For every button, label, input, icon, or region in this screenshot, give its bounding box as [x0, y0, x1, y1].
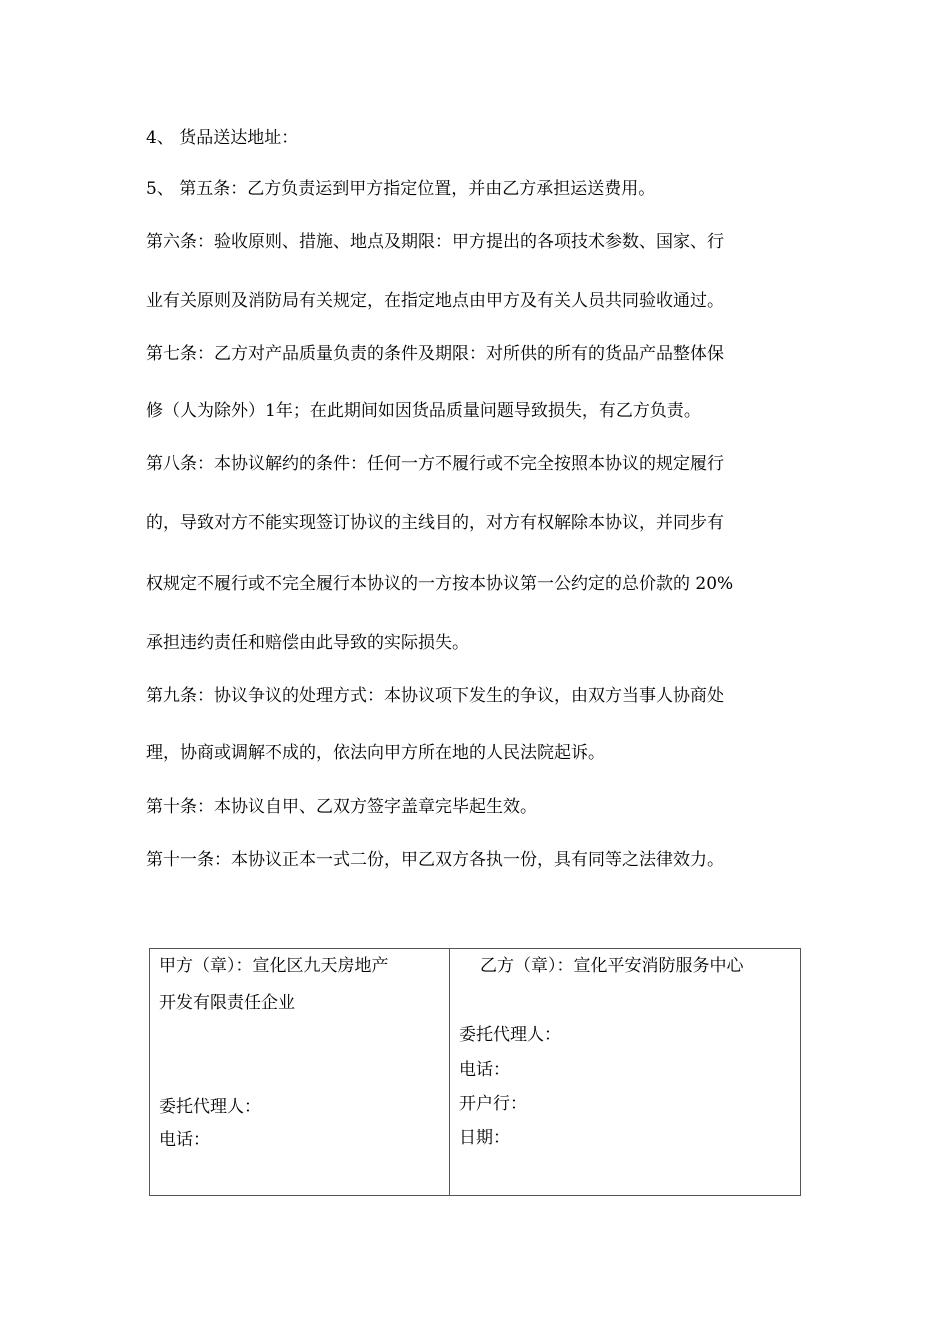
- article-9-line-1: 第九条：协议争议的处理方式：本协议项下发生的争议，由双方当事人协商处: [146, 686, 724, 706]
- article-6-line-1: 第六条：验收原则、措施、地点及期限：甲方提出的各项技术参数、国家、行: [146, 232, 724, 252]
- party-b-phone-label: 电话：: [459, 1060, 510, 1080]
- signature-divider: [449, 949, 450, 1195]
- party-a-name-line-2: 开发有限责任企业: [159, 993, 295, 1013]
- party-b-name: 乙方（章）：宣化平安消防服务中心: [480, 956, 744, 976]
- article-9-line-2: 理，协商或调解不成的，依法向甲方所在地的人民法院起诉。: [146, 743, 605, 763]
- party-a-phone-label: 电话：: [159, 1130, 210, 1150]
- party-a-name-line-1: 甲方（章）：宣化区九天房地产: [159, 956, 389, 976]
- article-10: 第十条：本协议自甲、乙双方签字盖章完毕起生效。: [146, 797, 537, 817]
- article-7-line-2: 修（人为除外）1年；在此期间如因货品质量问题导致损失，有乙方负责。: [146, 401, 701, 421]
- clause-item-5: 5、 第五条：乙方负责运到甲方指定位置，并由乙方承担运送费用。: [146, 179, 656, 199]
- signature-table: [149, 948, 801, 1196]
- clause-item-4: 4、 货品送达地址：: [146, 128, 299, 148]
- party-b-date-label: 日期：: [459, 1128, 510, 1148]
- article-8-line-1: 第八条：本协议解约的条件：任何一方不履行或不完全按照本协议的规定履行: [146, 454, 724, 474]
- article-7-line-1: 第七条：乙方对产品质量负责的条件及期限：对所供的所有的货品产品整体保: [146, 344, 724, 364]
- party-a-agent-label: 委托代理人：: [159, 1097, 261, 1117]
- article-8-line-2: 的，导致对方不能实现签订协议的主线目的，对方有权解除本协议，并同步有: [146, 513, 724, 533]
- article-8-line-4: 承担违约责任和赔偿由此导致的实际损失。: [146, 633, 469, 653]
- article-8-line-3: 权规定不履行或不完全履行本协议的一方按本协议第一公约定的总价款的 20%: [146, 574, 734, 594]
- article-6-line-2: 业有关原则及消防局有关规定，在指定地点由甲方及有关人员共同验收通过。: [146, 291, 724, 311]
- party-b-bank-label: 开户行：: [459, 1094, 527, 1114]
- party-b-agent-label: 委托代理人：: [459, 1025, 561, 1045]
- article-11: 第十一条：本协议正本一式二份，甲乙双方各执一份，具有同等之法律效力。: [146, 850, 724, 870]
